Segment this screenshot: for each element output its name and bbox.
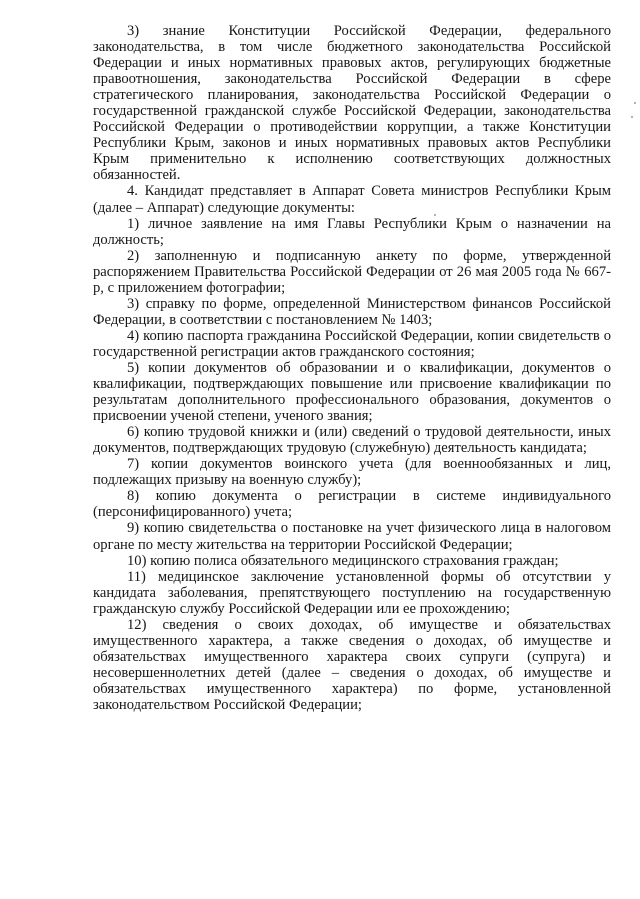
list-item-12-income-declaration: 12) сведения о своих доходах, об имуществе и обязательствах имущественного характера, а также сведения о доходах, об имуществе и обязательствах имущественного характера своих супруги (супруга) и несовершеннолетних детей (далее – сведения о доходах, об имуществе и обязательствах имущественного характера) по форме, установленной законодательством Российской Федерации; xyxy=(93,616,611,713)
list-item-7-military: 7) копии документов воинского учета (для военнообязанных и лиц, подлежащих призыву на военную службу); xyxy=(93,456,611,489)
list-item-3-certificate: 3) справку по форме, определенной Министерством финансов Российской Федерации, в соответствии с постановлением № 1403; xyxy=(93,295,611,328)
list-item-5-education: 5) копии документов об образовании и о квалификации, документов о квалификации, подтверждающих повышение или присвоение квалификации по результатам дополнительного профессионального образования, документов о присвоении ученой степени, ученого звания; xyxy=(93,359,611,425)
list-item-9-tax-registration: 9) копию свидетельства о постановке на учет физического лица в налоговом органе по месту жительства на территории Российской Федерации; xyxy=(93,520,611,553)
scan-artifact-dot xyxy=(434,214,436,216)
scan-artifact-dot xyxy=(634,102,636,104)
scan-artifact-dot xyxy=(631,116,633,118)
paragraph-clause-4: 4. Кандидат представляет в Аппарат Совета министров Республики Крым (далее – Аппарат) следующие документы: xyxy=(93,183,611,216)
list-item-6-employment: 6) копию трудовой книжки и (или) сведений о трудовой деятельности, иных документов, подтверждающих трудовую (служебную) деятельность кандидата; xyxy=(93,424,611,457)
list-item-10-medical-policy: 10) копию полиса обязательного медицинского страхования граждан; xyxy=(127,552,559,569)
list-item-1-application: 1) личное заявление на имя Главы Республики Крым о назначении на должность; xyxy=(93,215,611,248)
list-item-11-medical-certificate: 11) медицинское заключение установленной формы об отсутствии у кандидата заболевания, препятствующего поступлению на государственную гражданскую службу Российской Федерации или ее прохождению; xyxy=(93,568,611,617)
document-body xyxy=(93,23,611,713)
list-item-8-insurance-registration: 8) копию документа о регистрации в системе индивидуального (персонифицированного) учета; xyxy=(93,488,611,521)
list-item-4-passport: 4) копию паспорта гражданина Российской Федерации, копии свидетельств о государственной регистрации актов гражданского состояния; xyxy=(93,327,611,360)
paragraph-item-3-knowledge: 3) знание Конституции Российской Федерации, федерального законодательства, в том числе бюджетного законодательства Российской Федерации и иных нормативных правовых актов, регулирующих бюджетные правоотношения, законодательства Российской Федерации в сфере стратегического планирования, законодательства Российской Федерации о государственной гражданской службе Российской Федерации, законодательства Российской Федерации о противодействии коррупции, а также Конституции Республики Крым, законов и иных нормативных правовых актов Республики Крым применительно к исполнению соответствующих должностных обязанностей. xyxy=(93,23,611,184)
list-item-2-questionnaire: 2) заполненную и подписанную анкету по форме, утвержденной распоряжением Правительства Российской Федерации от 26 мая 2005 года № 667-р, с приложением фотографии; xyxy=(93,247,611,296)
